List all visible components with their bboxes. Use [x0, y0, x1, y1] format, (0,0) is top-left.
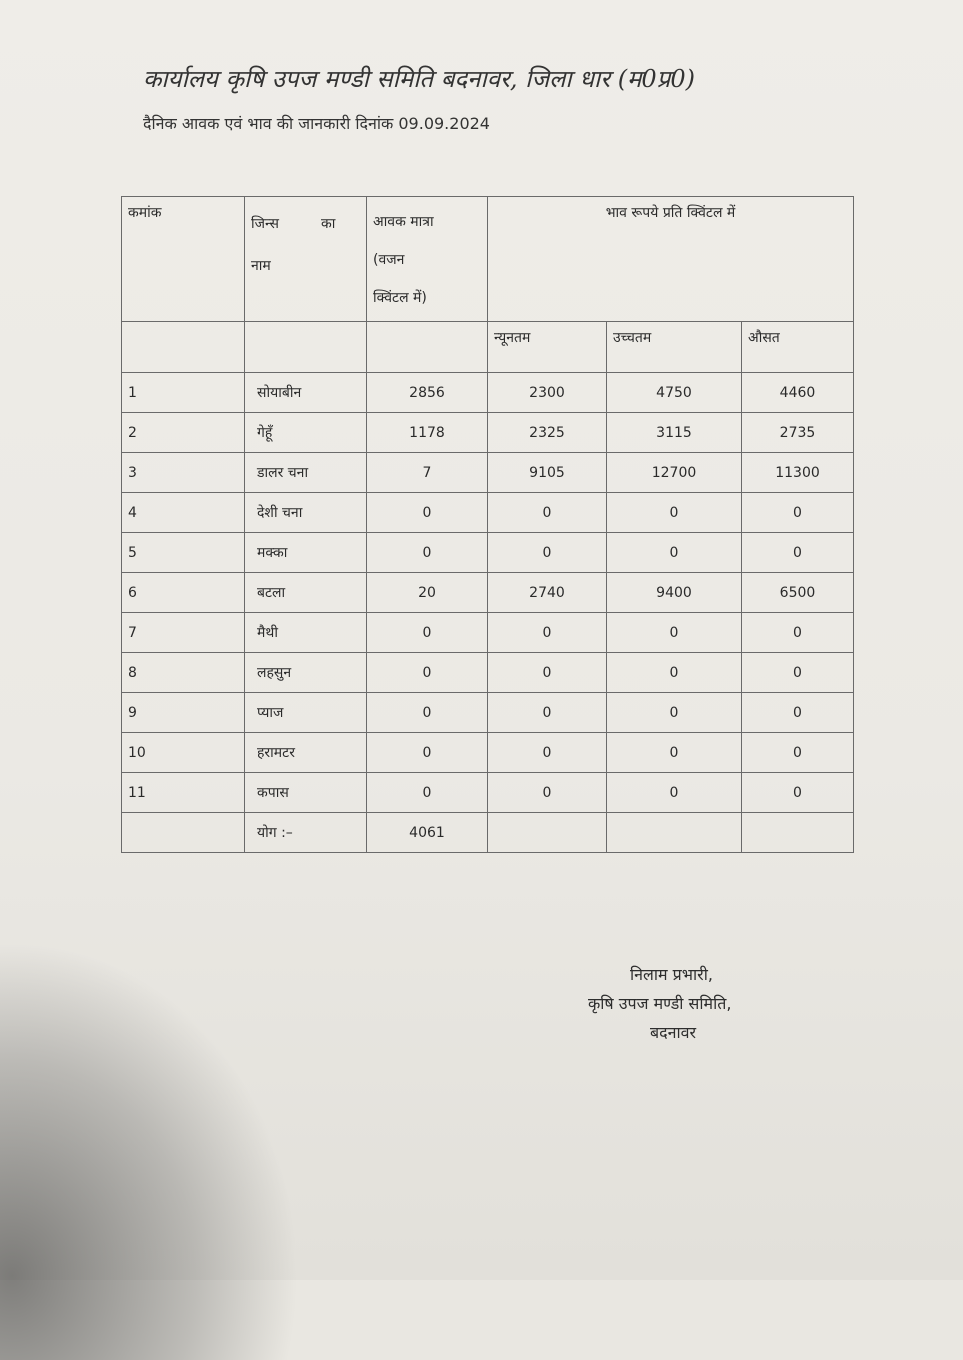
header-commodity: [245, 197, 367, 322]
header-price: भाव रूपये प्रति क्विंटल में: [488, 197, 854, 322]
commodity-cell: कपास: [245, 773, 367, 813]
min-price-cell: 0: [488, 733, 607, 773]
commodity-cell: सोयाबीन: [245, 373, 367, 413]
table-row: [122, 613, 854, 653]
header-quantity-line1: आवक मात्रा: [373, 214, 434, 230]
signature-line2: कृषि उपज मण्डी समिति,: [588, 994, 732, 1013]
total-empty: [122, 813, 245, 853]
serial-cell: 8: [122, 653, 245, 693]
header-serial: कमांक: [122, 197, 245, 322]
max-price-cell: 0: [607, 773, 742, 813]
max-price-cell: 0: [607, 613, 742, 653]
quantity-cell: 0: [367, 653, 488, 693]
table-row: [122, 413, 854, 453]
table-row: [122, 693, 854, 733]
price-table: [121, 196, 854, 853]
min-price-cell: 2300: [488, 373, 607, 413]
quantity-cell: 0: [367, 533, 488, 573]
avg-price-cell: 0: [742, 773, 854, 813]
commodity-cell: हरामटर: [245, 733, 367, 773]
header-min: न्यूनतम: [488, 322, 607, 373]
total-label: योग :–: [245, 813, 367, 853]
header-commodity-word1: जिन्स: [251, 216, 279, 232]
table-header-row: [122, 197, 854, 322]
quantity-cell: 0: [367, 613, 488, 653]
serial-cell: 11: [122, 773, 245, 813]
quantity-cell: 0: [367, 773, 488, 813]
header-quantity-line2: (वजन: [373, 252, 405, 268]
quantity-cell: 1178: [367, 413, 488, 453]
avg-price-cell: 0: [742, 493, 854, 533]
header-max: उच्चतम: [607, 322, 742, 373]
subheader-empty: [367, 322, 488, 373]
max-price-cell: 3115: [607, 413, 742, 453]
max-price-cell: 0: [607, 533, 742, 573]
serial-cell: 10: [122, 733, 245, 773]
table-subheader-row: [122, 322, 854, 373]
quantity-cell: 7: [367, 453, 488, 493]
min-price-cell: 0: [488, 773, 607, 813]
office-title: कार्यालय कृषि उपज मण्डी समिति बदनावर, जिला धार (म0प्र0): [143, 65, 695, 93]
table-row: [122, 373, 854, 413]
max-price-cell: 0: [607, 693, 742, 733]
avg-price-cell: 0: [742, 533, 854, 573]
commodity-cell: लहसुन: [245, 653, 367, 693]
quantity-cell: 20: [367, 573, 488, 613]
commodity-cell: मक्का: [245, 533, 367, 573]
commodity-cell: प्याज: [245, 693, 367, 733]
quantity-cell: 0: [367, 693, 488, 733]
signature-line1: निलाम प्रभारी,: [630, 965, 713, 984]
table-row: [122, 653, 854, 693]
max-price-cell: 9400: [607, 573, 742, 613]
table-row: [122, 773, 854, 813]
serial-cell: 9: [122, 693, 245, 733]
table-body: [122, 373, 854, 813]
min-price-cell: 2740: [488, 573, 607, 613]
avg-price-cell: 11300: [742, 453, 854, 493]
min-price-cell: 2325: [488, 413, 607, 453]
serial-cell: 7: [122, 613, 245, 653]
header-commodity-word3: नाम: [251, 258, 271, 274]
max-price-cell: 12700: [607, 453, 742, 493]
header-commodity-word2: का: [321, 216, 336, 232]
total-row: [122, 813, 854, 853]
max-price-cell: 0: [607, 493, 742, 533]
max-price-cell: 4750: [607, 373, 742, 413]
subheader-empty: [245, 322, 367, 373]
table-row: [122, 733, 854, 773]
total-empty: [607, 813, 742, 853]
min-price-cell: 0: [488, 533, 607, 573]
avg-price-cell: 0: [742, 613, 854, 653]
table-row: [122, 453, 854, 493]
serial-cell: 5: [122, 533, 245, 573]
commodity-cell: बटला: [245, 573, 367, 613]
min-price-cell: 0: [488, 493, 607, 533]
min-price-cell: 0: [488, 693, 607, 733]
signature-block: [588, 960, 848, 1047]
quantity-cell: 0: [367, 493, 488, 533]
quantity-cell: 2856: [367, 373, 488, 413]
photo-shadow: [0, 940, 300, 1360]
serial-cell: 1: [122, 373, 245, 413]
commodity-cell: देशी चना: [245, 493, 367, 533]
commodity-cell: गेहूँ: [245, 413, 367, 453]
avg-price-cell: 4460: [742, 373, 854, 413]
commodity-cell: मैथी: [245, 613, 367, 653]
serial-cell: 4: [122, 493, 245, 533]
max-price-cell: 0: [607, 653, 742, 693]
header-avg: औसत: [742, 322, 854, 373]
table-row: [122, 493, 854, 533]
signature-line3: बदनावर: [650, 1023, 697, 1042]
total-qty: 4061: [367, 813, 488, 853]
table-row: [122, 573, 854, 613]
avg-price-cell: 0: [742, 653, 854, 693]
min-price-cell: 9105: [488, 453, 607, 493]
report-subtitle: दैनिक आवक एवं भाव की जानकारी दिनांक 09.09.2024: [143, 114, 490, 133]
quantity-cell: 0: [367, 733, 488, 773]
min-price-cell: 0: [488, 653, 607, 693]
avg-price-cell: 2735: [742, 413, 854, 453]
min-price-cell: 0: [488, 613, 607, 653]
serial-cell: 2: [122, 413, 245, 453]
subheader-empty: [122, 322, 245, 373]
serial-cell: 6: [122, 573, 245, 613]
avg-price-cell: 0: [742, 733, 854, 773]
max-price-cell: 0: [607, 733, 742, 773]
commodity-cell: डालर चना: [245, 453, 367, 493]
header-quantity: [367, 197, 488, 322]
header-quantity-line3: क्विंटल में): [373, 290, 427, 306]
total-empty: [742, 813, 854, 853]
avg-price-cell: 0: [742, 693, 854, 733]
total-empty: [488, 813, 607, 853]
avg-price-cell: 6500: [742, 573, 854, 613]
serial-cell: 3: [122, 453, 245, 493]
table-row: [122, 533, 854, 573]
